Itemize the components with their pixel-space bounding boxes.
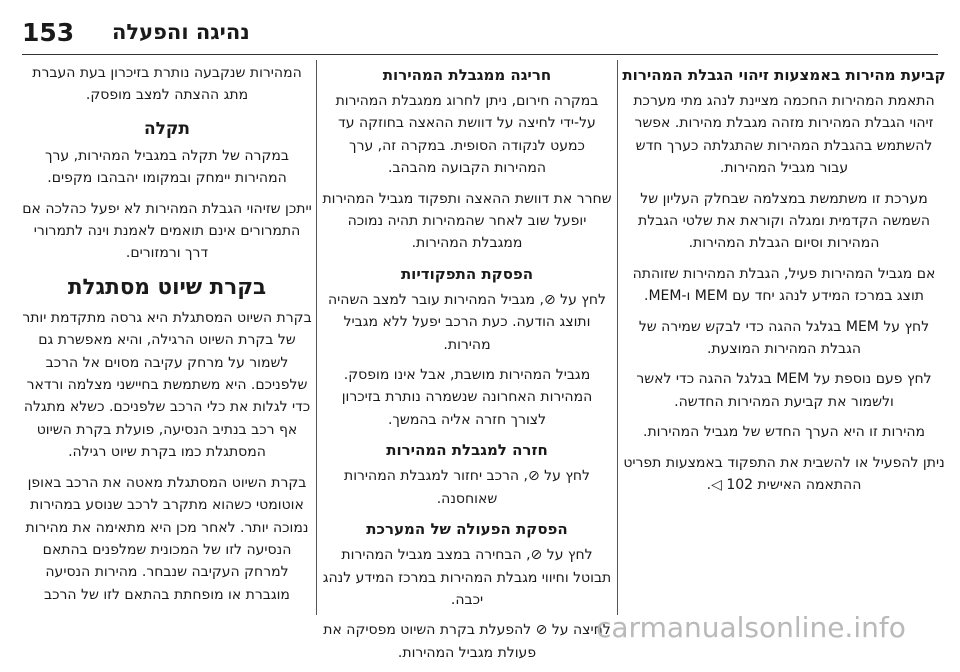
paragraph: מערכת זו משתמשת במצלמה שבחלק העליון של השמשה הקדמית ומגלה וקוראת את שלטי הגבלת המהירות וסיום הגבלת המהירות.: [638, 190, 930, 252]
section-heading-deactivation: הפסקת הפעולה של המערכת: [366, 520, 568, 539]
section-heading-fault: תקלה: [143, 118, 191, 139]
column-right: [622, 62, 946, 505]
section-heading-speed-sign-recognition: קביעת מהירות באמצעות זיהוי הגבלת המהירות: [622, 66, 946, 84]
paragraph: לחץ על MEM בגלגל ההגה כדי לבקש שמירה של הגבלת המהירות המוצעת.: [638, 318, 930, 358]
page-number: 153: [22, 18, 75, 47]
section-heading-interrupting: הפסקת התפקודיות: [400, 264, 534, 283]
paragraph: במקרה חירום, ניתן לחרוג ממגבלת המהירות על-ידי לחיצה על דוושת ההאצה בחוזקה עד כמעט לנקודה הסופית. במקרה זה, ערך המהירות הקבועה מהבהב.: [335, 93, 599, 177]
paragraph: המהירות שנקבעה נותרת בזיכרון בעת העברת מתג ההצתה למצב מופסק.: [32, 65, 302, 104]
section-heading-resuming: חזרה למגבלת המהירות: [386, 441, 548, 460]
section-heading-adaptive-cruise-control: בקרת שיוט מסתגלת: [67, 274, 267, 300]
paragraph: לחץ על ⊘, הבחירה במצב מגביל המהירות תבוטל וחיווי מגבלת המהירות במרכז המידע לנהג יכבה.: [322, 547, 612, 608]
paragraph: לחץ פעם נוספת על MEM בגלגל ההגה כדי לאשר ולשמור את קביעת המהירות החדשה.: [636, 371, 932, 410]
header-divider: [22, 54, 938, 55]
paragraph: התאמת המהירות החכמה מציינת לנהג מתי מערכת זיהוי הגבלת המהירות מזהה מגבלת מהירות. אפשר להשתמש בהגבלת המהירות שהתגלתה כערך חדש עבור מגביל המהירות.: [633, 93, 935, 177]
paragraph: לחץ על ⊘, מגביל המהירות עובר למצב השהיה ותוצג הודעה. כעת הרכב יפעל ללא מגביל מהירות.: [328, 291, 606, 353]
column-divider-left: [316, 60, 317, 615]
paragraph: אם מגביל המהירות פעיל, הגבלת המהירות שזוהתה תוצג במרכז המידע לנהג יחד עם MEM ו-MEM.: [632, 265, 936, 305]
paragraph: במקרה של תקלה במגביל המהירות, ערך המהירות יימחק ובמקומו יהבהבו מקפים.: [45, 147, 289, 187]
paragraph: בקרת השיוט המסתגלת היא גרסה מתקדמת יותר של בקרת השיוט הרגילה, והיא מאפשרת גם לשמור על מרחק עקיבה מסוים אל הרכב שלפניכם. היא משתמשת בחיישני מצלמה ורדאר כדי לגלות את כלי הרכב שלפניכם. כשלא מתגלה אף רכב בנתיב הנסיעה, פועלת בקרת השיוט המסתגלת כמו בקרת שיוט רגילה.: [22, 309, 312, 461]
paragraph: שחרר את דוושת ההאצה ותפקוד מגביל המהירות יופעל שוב לאחר שהמהירות תהיה נמוכה ממגבלת המהירות.: [322, 190, 612, 252]
section-heading-exceeding-limit: חריגה ממגבלת המהירות: [382, 66, 552, 84]
paragraph: מהירות זו היא הערך החדש של מגביל המהירות.: [643, 424, 925, 441]
column-divider-right: [617, 60, 618, 615]
column-middle: [322, 62, 612, 672]
paragraph: מגביל המהירות מושבת, אבל אינו מופסק. המהירות האחרונה שנשמרה נותרת בזיכרון לצורך חזרה אליה בהמשך.: [341, 367, 593, 428]
paragraph: ייתכן שזיהוי הגבלת המהירות לא יפעל כהלכה אם התמרורים אינם תואמים לאמנת וינה לתמרורי דרך ורמזורים.: [22, 200, 312, 262]
watermark-logo: carmanualsonline.info: [596, 611, 906, 644]
page-header: [0, 0, 960, 56]
paragraph: ניתן להפעיל או להשבית את התפקוד באמצעות תפריט ההתאמה האישית 102 ◁.: [623, 454, 945, 494]
paragraph: לחץ על ⊘, הרכב יחזור למגבלת המהירות שאוחסנה.: [344, 468, 590, 507]
paragraph: בקרת השיוט המסתגלת מאטה את הרכב באופן אוטומטי כשהוא מתקרב לרכב שנוסע במהירות נמוכה יותר. לאחר מכן היא מתאימה את מהירות הנסיעה לזו של המכונית שמלפנים בהתאם למרחק העקיבה שנבחר. מהירות הנסיעה מוגברת או מופחתת בהתאם לזו של הרכב: [25, 474, 309, 603]
paragraph: לחיצה על ⊘ להפעלת בקרת השיוט מפסיקה את פעולת מגביל המהירות.: [323, 622, 611, 661]
page-title: נהיגה והפעלה: [112, 20, 250, 44]
column-left: [22, 62, 312, 614]
